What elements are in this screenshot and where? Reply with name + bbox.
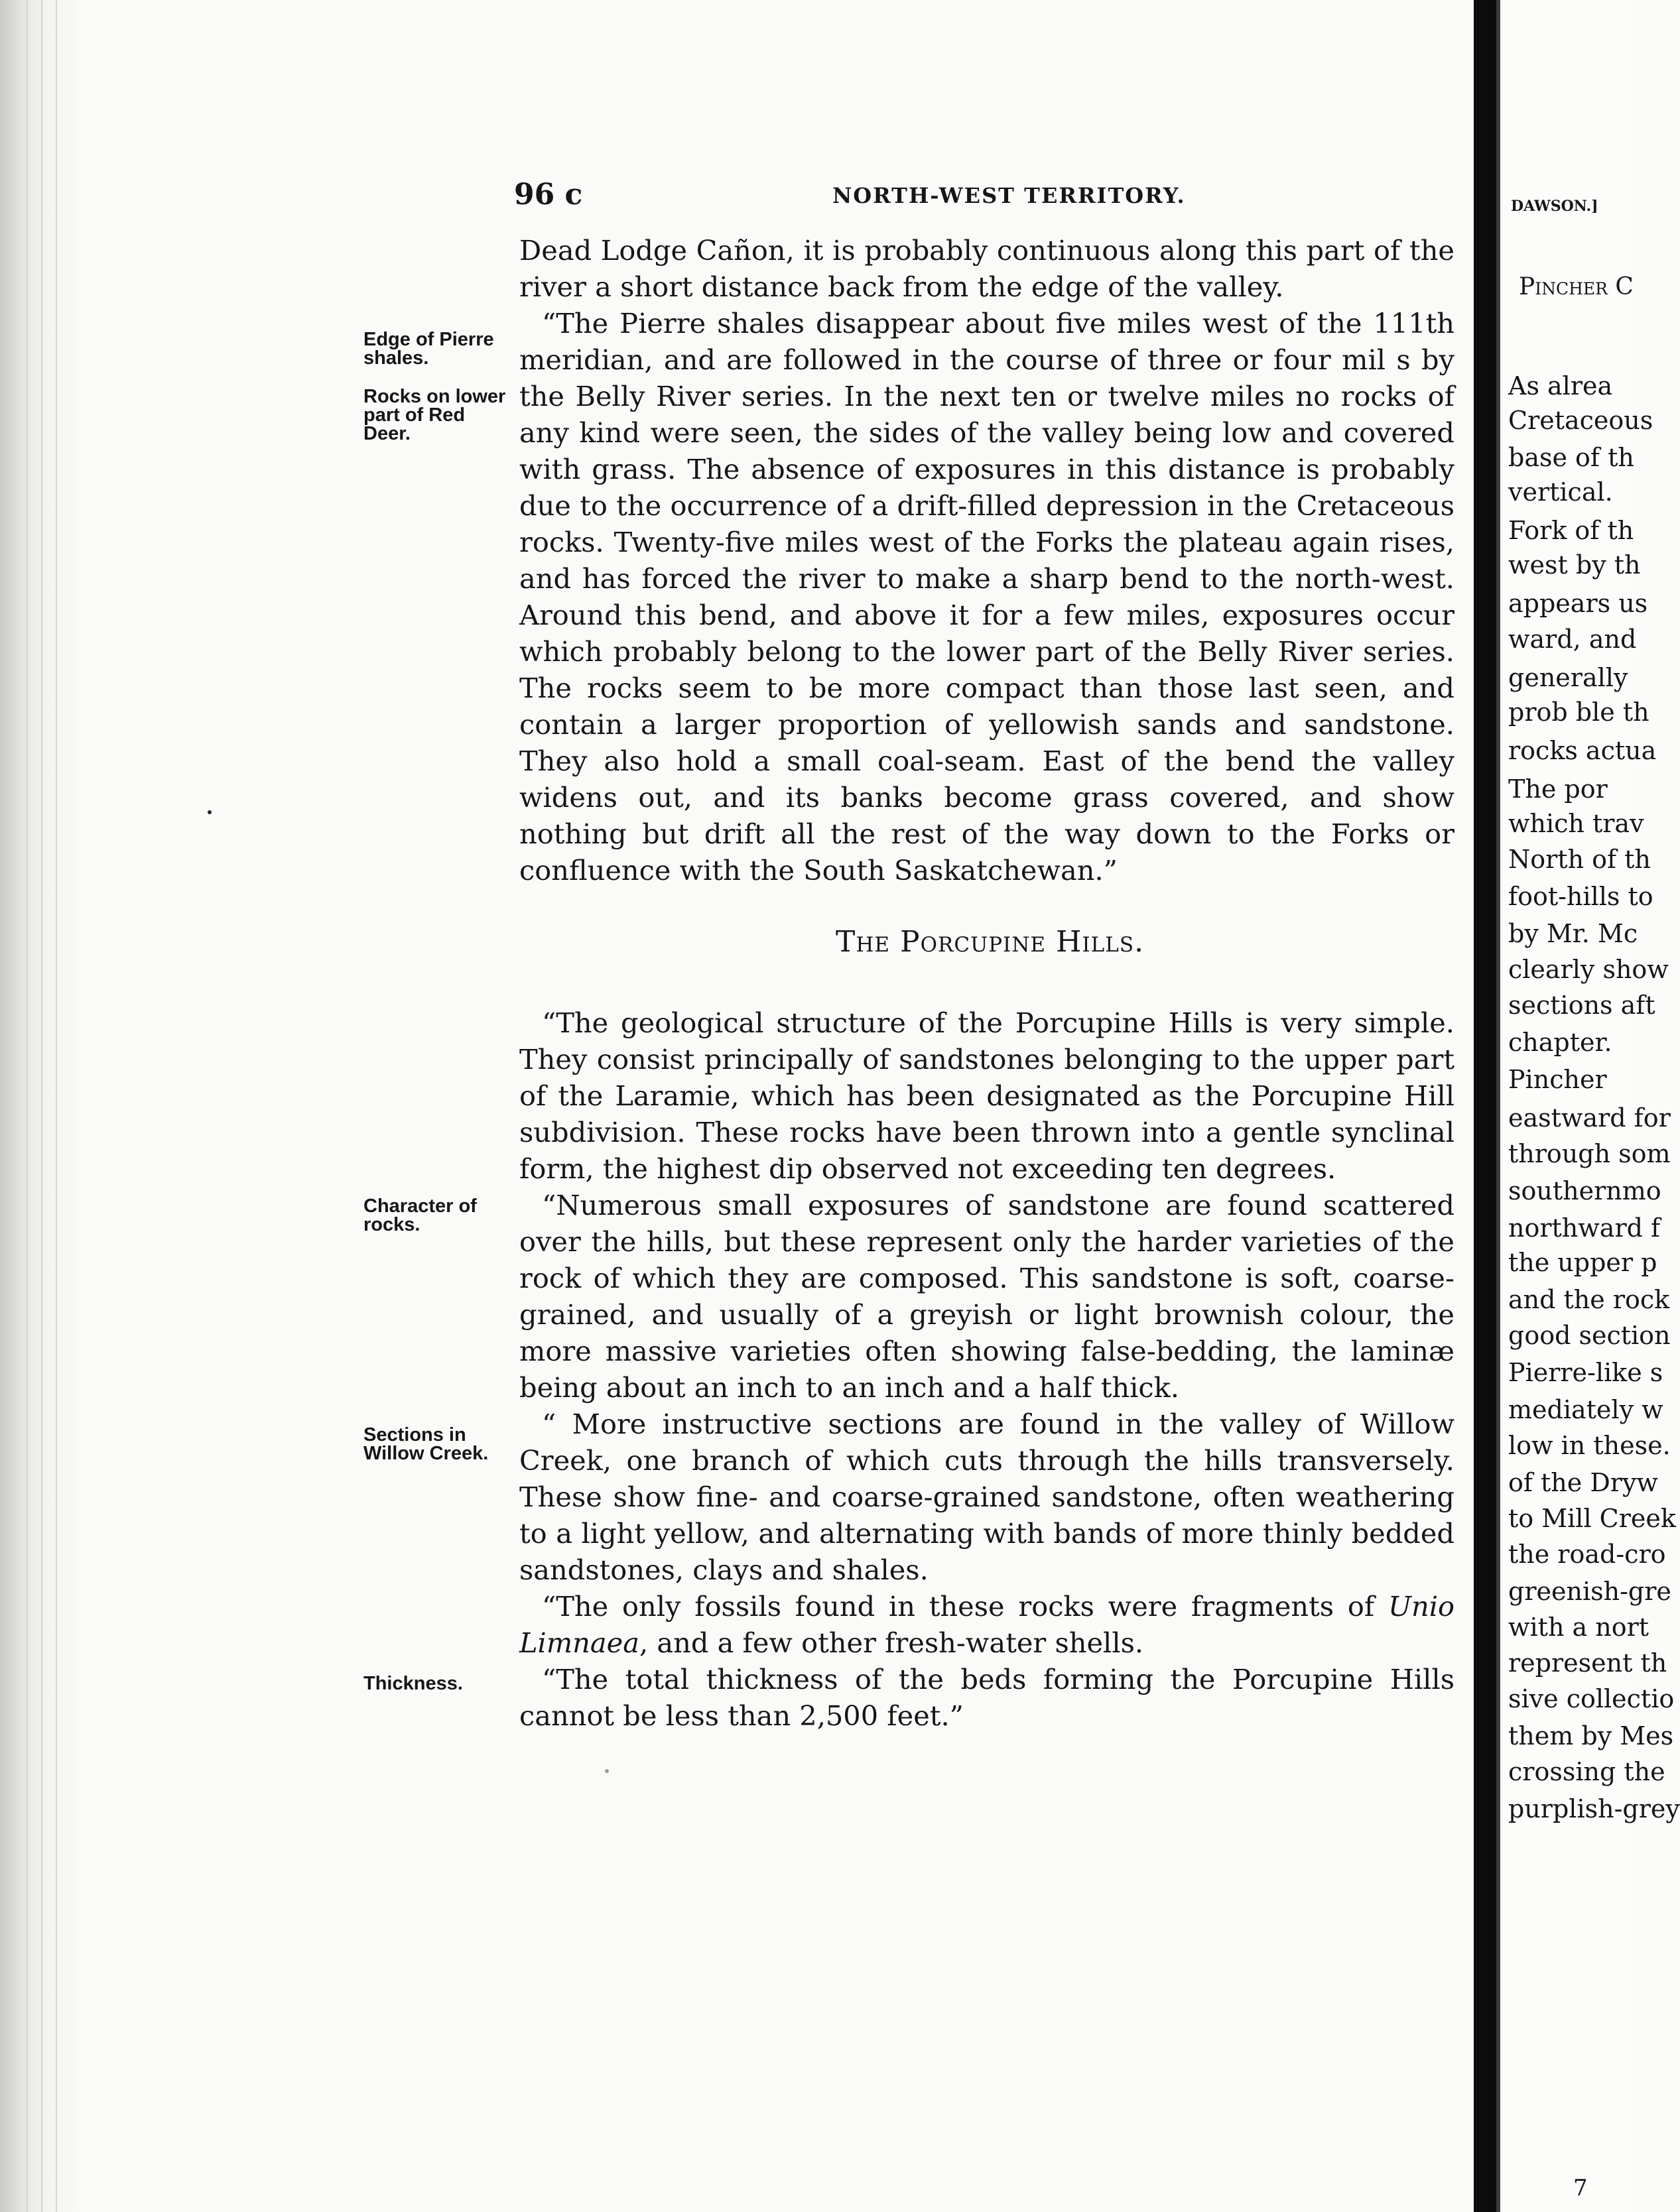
right-page-line: low in these. xyxy=(1508,1431,1671,1460)
margin-note-thickness: Thickness. xyxy=(363,1673,463,1694)
right-page-line: northward f xyxy=(1508,1213,1661,1243)
right-page-line: Pierre-like s xyxy=(1508,1358,1663,1387)
right-page-line: base of th xyxy=(1508,443,1634,472)
paragraph-4: “Numerous small exposures of sandstone are found scattered over the hills, but these represent only the harder varieties of the rock of which they are composed. This sandstone is soft, coarse-grained, and usually of a greyish or light brownish colour, the more massive varieties often showing false-bedding, the laminæ being about an inch to an inch and a half thick. xyxy=(519,1189,1454,1404)
right-page-line: prob ble th xyxy=(1508,698,1649,727)
right-page-line: good section xyxy=(1508,1321,1671,1350)
right-page-header: DAWSON.] xyxy=(1511,198,1598,215)
right-page-line: greenish-gre xyxy=(1508,1577,1671,1606)
right-page-line: sive collectio xyxy=(1508,1684,1675,1713)
right-page-line: by Mr. Mc xyxy=(1508,919,1638,948)
right-page-line: crossing the xyxy=(1508,1757,1665,1786)
right-page-line: which trav xyxy=(1508,809,1644,838)
right-page-line: Pincher xyxy=(1508,1065,1607,1094)
right-page-line: foot-hills to xyxy=(1508,882,1653,911)
right-page-line: west by th xyxy=(1508,550,1641,580)
paragraph-7: “The total thickness of the beds forming the Porcupine Hills cannot be less than 2,500 feet.” xyxy=(519,1663,1454,1732)
right-page-line: to Mill Creek xyxy=(1508,1504,1676,1533)
right-page-line: Cretaceous xyxy=(1508,406,1653,435)
right-page-line: represent th xyxy=(1508,1648,1667,1678)
speck xyxy=(208,810,212,814)
page-edge-line xyxy=(41,0,42,2212)
margin-note-edge-of-pierre: Edge of Pierre shales. xyxy=(363,329,494,369)
paragraph-1: Dead Lodge Cañon, it is probably continuous along this part of the river a short distance back from the edge of the valley. xyxy=(519,234,1454,303)
margin-note-character: Character of rocks. xyxy=(363,1196,477,1235)
page-edge-line xyxy=(56,0,57,2212)
right-page-line: and the rock xyxy=(1508,1285,1670,1314)
right-page-line: rocks actua xyxy=(1508,736,1657,765)
right-page-line: the upper p xyxy=(1508,1248,1657,1277)
right-page xyxy=(1500,0,1680,2212)
running-head: NORTH-WEST TERRITORY. xyxy=(832,183,1186,208)
section-title: The Porcupine Hills. xyxy=(836,925,1145,959)
right-page-line: ward, and xyxy=(1508,625,1637,654)
right-page-line: vertical. xyxy=(1508,477,1613,507)
margin-note-sections: Sections in Willow Creek. xyxy=(363,1424,489,1464)
right-page-line: southernmo xyxy=(1508,1176,1661,1205)
right-page-line: sections aft xyxy=(1508,991,1655,1020)
book-gutter xyxy=(1474,0,1496,2212)
speck xyxy=(605,1769,609,1773)
margin-note-rocks-lower: Rocks on lower part of Red Deer. xyxy=(363,386,506,444)
right-page-number: 7 xyxy=(1573,2175,1588,2201)
right-page-line: of the Dryw xyxy=(1508,1468,1658,1497)
right-page-line: As alrea xyxy=(1508,371,1613,400)
right-page-line: the road-cro xyxy=(1508,1540,1666,1569)
paragraph-5: “ More instructive sections are found in the valley of Willow Creek, one branch of which cuts through the hills transversely. These show fine- and coarse-grained sandstone, often weathering to a light yellow, and alternating with bands of more thinly bedded sandstones, clays and shales. xyxy=(519,1408,1454,1586)
right-page-line: generally xyxy=(1508,663,1628,692)
right-page-line: through som xyxy=(1508,1139,1671,1168)
italic-genus-names: Unio Limnaea xyxy=(519,1590,1454,1659)
page-edge-line xyxy=(27,0,28,2212)
right-page-line: eastward for xyxy=(1508,1103,1671,1133)
paragraph-6: “The only fossils found in these rocks were fragments of Unio Limnaea, and a few other fresh-water shells. xyxy=(519,1590,1454,1659)
right-page-line: Fork of th xyxy=(1508,516,1634,545)
right-page-line: with a nort xyxy=(1508,1613,1649,1642)
right-page-line: chapter. xyxy=(1508,1028,1612,1057)
paragraph-3: “The geological structure of the Porcupine Hills is very simple. They consist principally of sandstones belonging to the upper part of the Laramie, which has been designated as the Porcupine Hill subdivision. These rocks have been thrown into a gentle synclinal form, the highest dip observed not exceeding ten degrees. xyxy=(519,1007,1454,1185)
right-page-line: mediately w xyxy=(1508,1395,1663,1424)
right-page-line: them by Mes xyxy=(1508,1721,1674,1751)
right-page-line: clearly show xyxy=(1508,955,1669,984)
right-page-line: appears us xyxy=(1508,589,1648,618)
book-binding-shadow xyxy=(0,0,80,2212)
right-page-line: North of th xyxy=(1508,845,1651,874)
page-header xyxy=(514,178,1453,217)
right-page-line: purplish-grey xyxy=(1508,1794,1680,1823)
page-number: 96 c xyxy=(514,178,583,212)
right-page-line: The por xyxy=(1508,774,1608,804)
paragraph-2: “The Pierre shales disappear about five miles west of the 111th meridian, and are followed in the course of three or four mil s by the Belly River series. In the next ten or twelve miles no rocks of any kind were seen, the sides of the valley being low and covered with grass. The absence of exposures in this distance is probably due to the occurrence of a drift-filled depression in the Cretaceous rocks. Twenty-five miles west of the Forks the plateau again rises, and has forced the river to make a sharp bend to the north-west. Around this bend, and above it for a few miles, exposures occur which probably belong to the lower part of the Belly River series. The rocks seem to be more compact than those last seen, and contain a larger proportion of yellowish sands and sandstone. They also hold a small coal-seam. East of the bend the valley widens out, and its banks become grass covered, and show nothing but drift all the rest of the way down to the Forks or confluence with the South Saskatchewan.” xyxy=(519,307,1454,887)
right-page-title: Pincher C xyxy=(1519,273,1634,300)
